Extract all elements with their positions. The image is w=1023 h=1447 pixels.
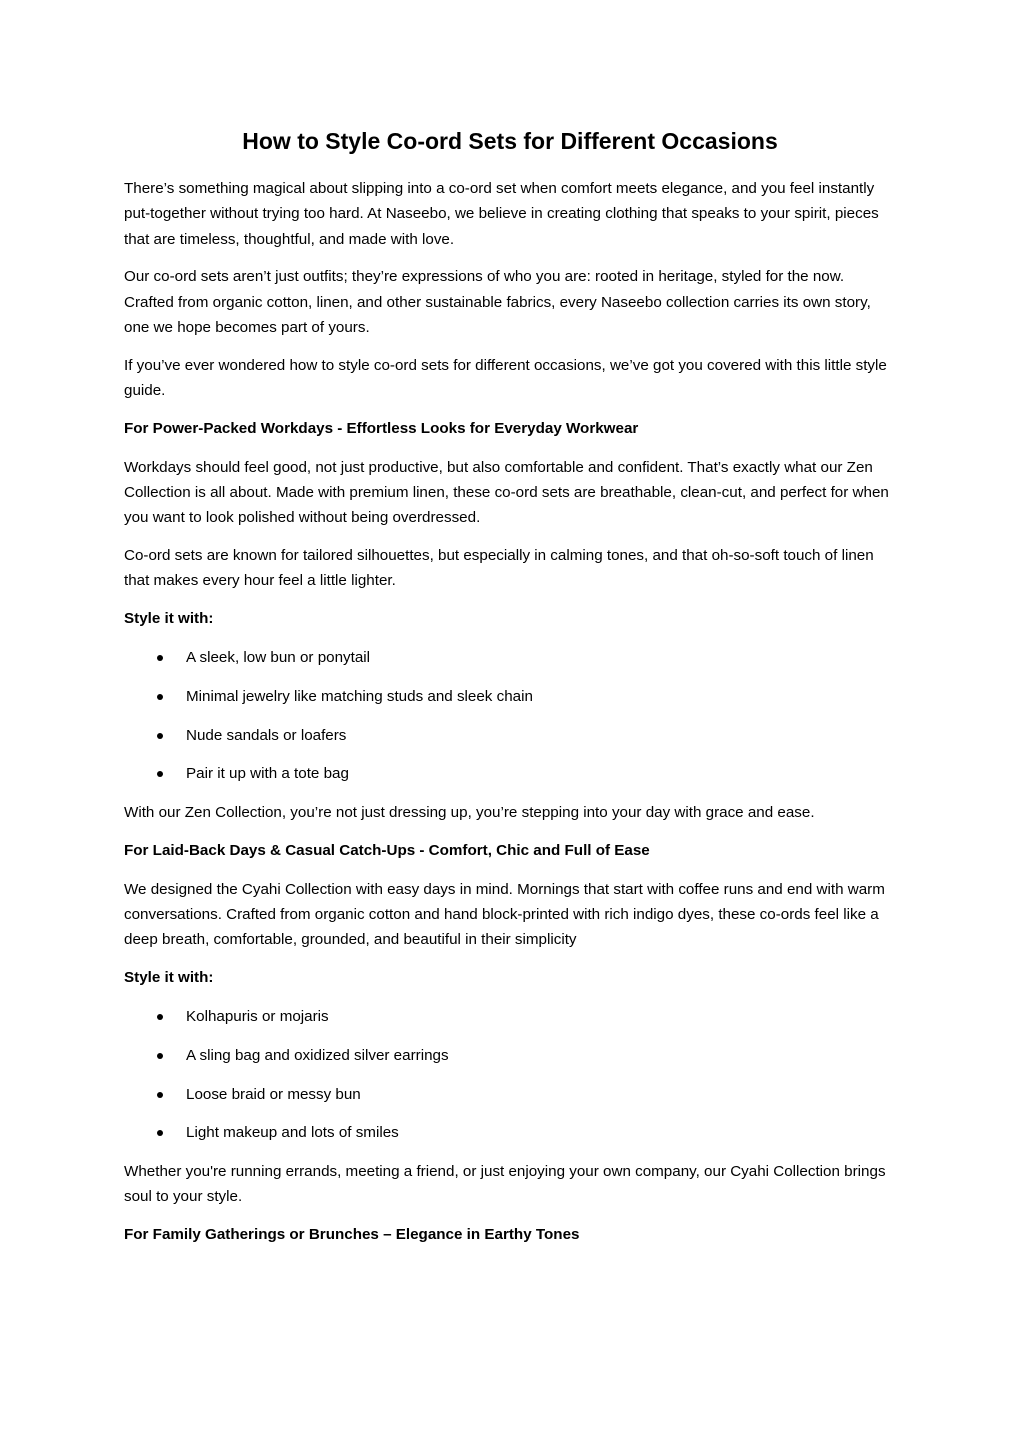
bullet-icon bbox=[157, 771, 163, 777]
list-item-text: Light makeup and lots of smiles bbox=[186, 1124, 399, 1142]
section-family bbox=[124, 1222, 896, 1247]
document-page bbox=[124, 126, 896, 1261]
list-item-text: A sleek, low bun or ponytail bbox=[186, 648, 371, 666]
bullet-icon bbox=[157, 655, 163, 661]
section-heading: For Family Gatherings or Brunches – Elegance in Earthy Tones bbox=[124, 1226, 580, 1244]
list-item bbox=[124, 723, 896, 748]
section-heading: For Power-Packed Workdays - Effortless Looks for Everyday Workwear bbox=[124, 419, 639, 437]
list-item bbox=[124, 1082, 896, 1107]
intro-paragraph: There’s something magical about slipping into a co-ord set when comfort meets elegance, and you feel instantly put-together without trying too hard. At Naseebo, we believe in creating clothing that speaks to your spirit, pieces that are timeless, thoughtful, and made with love. bbox=[124, 180, 879, 248]
list-item-text: Nude sandals or loafers bbox=[186, 726, 347, 744]
section-paragraph: Co-ord sets are known for tailored silhouettes, but especially in calming tones, and that oh-so-soft touch of linen that makes every hour feel a little lighter. bbox=[124, 547, 874, 590]
bullet-icon bbox=[157, 1014, 163, 1020]
list-item bbox=[124, 1043, 896, 1068]
list-item bbox=[124, 1004, 896, 1029]
document-title: How to Style Co-ord Sets for Different Occasions bbox=[242, 128, 778, 154]
list-item bbox=[124, 761, 896, 786]
list-item bbox=[124, 645, 896, 670]
bullet-icon bbox=[157, 694, 163, 700]
section-closing: Whether you're running errands, meeting a friend, or just enjoying your own company, our Cyahi Collection brings soul to your style. bbox=[124, 1163, 886, 1206]
style-tips-list bbox=[124, 645, 896, 787]
style-tips-list bbox=[124, 1004, 896, 1146]
style-it-with-label: Style it with: bbox=[124, 969, 214, 987]
section-paragraph: Workdays should feel good, not just productive, but also comfortable and confident. That’s exactly what our Zen Collection is all about. Made with premium linen, these co-ord sets are breathable, clean-cut, and perfect for when you want to look polished without being overdressed. bbox=[124, 458, 889, 527]
list-item-text: A sling bag and oxidized silver earrings bbox=[186, 1046, 449, 1064]
list-item-text: Loose braid or messy bun bbox=[186, 1085, 361, 1103]
intro-paragraph: Our co-ord sets aren’t just outfits; they’re expressions of who you are: rooted in heritage, styled for the now. Crafted from organic cotton, linen, and other sustainable fabrics, every Naseebo collection carries its own story, one we hope becomes part of yours. bbox=[124, 268, 871, 336]
style-it-with-label: Style it with: bbox=[124, 610, 214, 628]
bullet-icon bbox=[157, 1092, 163, 1098]
section-workdays bbox=[124, 416, 896, 826]
section-casual bbox=[124, 838, 896, 1210]
bullet-icon bbox=[157, 1053, 163, 1059]
list-item-text: Kolhapuris or mojaris bbox=[186, 1007, 329, 1025]
section-paragraph: We designed the Cyahi Collection with easy days in mind. Mornings that start with coffee runs and end with warm conversations. Crafted from organic cotton and hand block-printed with rich indigo dyes, these co-ords feel like a deep breath, comfortable, grounded, and beautiful in their simplicity bbox=[124, 880, 885, 949]
list-item-text: Pair it up with a tote bag bbox=[186, 765, 349, 783]
list-item bbox=[124, 684, 896, 709]
section-closing: With our Zen Collection, you’re not just dressing up, you’re stepping into your day with grace and ease. bbox=[124, 804, 815, 822]
section-heading: For Laid-Back Days & Casual Catch-Ups - Comfort, Chic and Full of Ease bbox=[124, 841, 650, 859]
list-item bbox=[124, 1120, 896, 1145]
list-item-text: Minimal jewelry like matching studs and sleek chain bbox=[186, 687, 533, 705]
bullet-icon bbox=[157, 1130, 163, 1136]
intro-paragraph: If you’ve ever wondered how to style co-ord sets for different occasions, we’ve got you covered with this little style guide. bbox=[124, 356, 887, 400]
bullet-icon bbox=[157, 733, 163, 739]
